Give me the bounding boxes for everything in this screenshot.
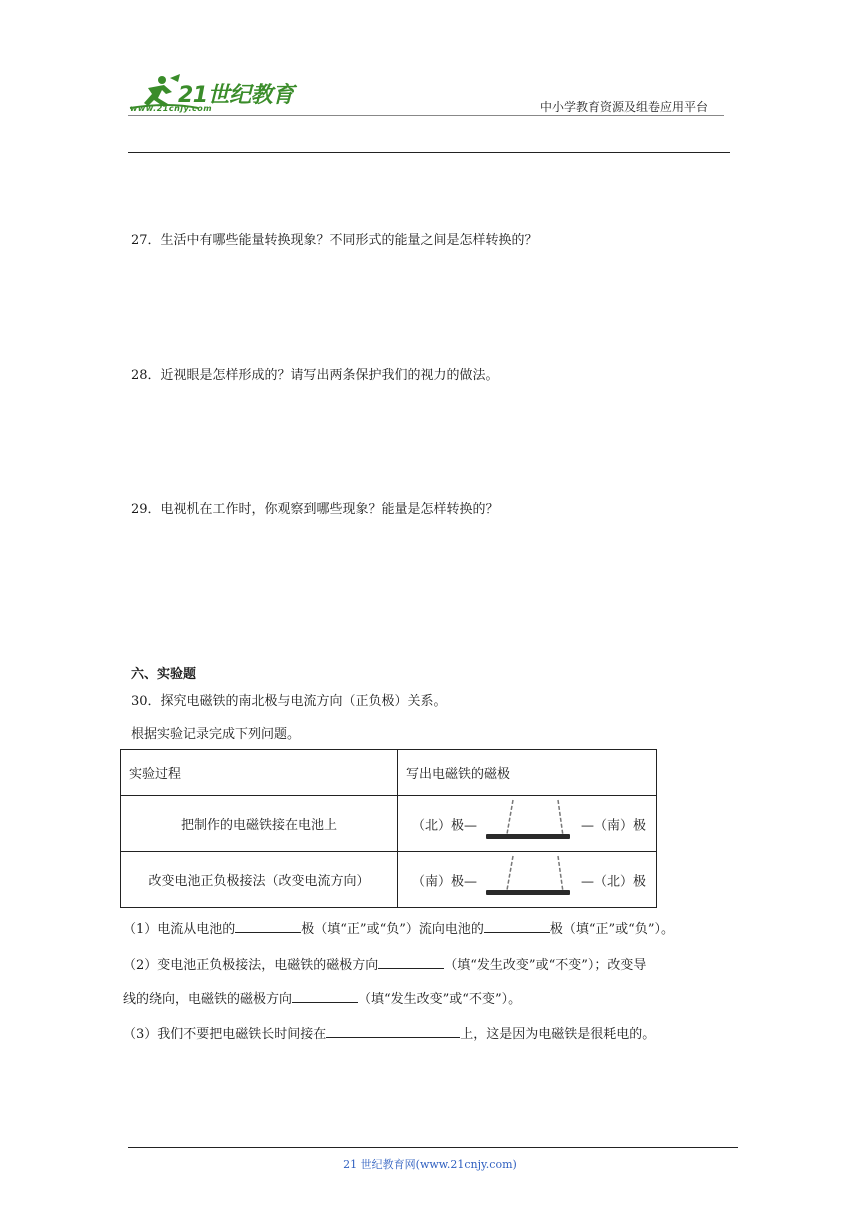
table-cell-poles <box>398 796 657 852</box>
answer-blank[interactable] <box>484 920 550 933</box>
question-30: 30．探究电磁铁的南北极与电流方向（正负极）关系。 <box>131 694 447 709</box>
fill-in-1 <box>123 918 674 937</box>
electromagnet-icon <box>483 854 573 904</box>
fill-text: （3）我们不要把电磁铁长时间接在 <box>123 1027 327 1042</box>
footer-link[interactable]: 21 世纪教育网(www.21cnjy.com) <box>343 1158 517 1171</box>
fill-text: 线的绕向，电磁铁的磁极方向 <box>123 992 293 1007</box>
left-pole-label: （北）极— <box>412 818 478 833</box>
fill-in-3 <box>123 1023 655 1042</box>
table-header-poles: 写出电磁铁的磁极 <box>398 750 657 796</box>
question-27: 27．生活中有哪些能量转换现象？不同形式的能量之间是怎样转换的？ <box>131 233 538 248</box>
experiment-table <box>120 749 657 908</box>
page-top-divider <box>128 152 730 153</box>
question-28: 28．近视眼是怎样形成的？请写出两条保护我们的视力的做法。 <box>131 368 499 383</box>
fill-text: （2）变电池正负极接法，电磁铁的磁极方向 <box>123 958 379 973</box>
logo-text: 21世纪教育 <box>178 83 294 108</box>
header-platform-text: 中小学教育资源及组卷应用平台 <box>540 100 709 114</box>
section-title: 六、实验题 <box>131 667 197 682</box>
table-header-row <box>121 750 657 796</box>
fill-text: 上，这是因为电磁铁是很耗电的。 <box>460 1027 656 1042</box>
fill-text: 极（填“正”或“负”）。 <box>549 922 674 937</box>
header-divider <box>128 115 724 116</box>
fill-in-2-cont <box>123 988 521 1007</box>
fill-in-2 <box>123 954 646 973</box>
right-pole-label: —（北）极 <box>580 874 646 889</box>
fill-text: （填“发生改变”或“不变”）；改变导 <box>444 958 647 973</box>
answer-blank[interactable] <box>378 956 444 969</box>
electromagnet-icon <box>483 798 573 848</box>
table-row <box>121 796 657 852</box>
right-pole-label: —（南）极 <box>580 818 646 833</box>
table-cell-process: 把制作的电磁铁接在电池上 <box>121 796 398 852</box>
table-cell-poles <box>398 852 657 908</box>
table-row <box>121 852 657 908</box>
table-cell-process: 改变电池正负极接法（改变电流方向） <box>121 852 398 908</box>
fill-text: （1）电流从电池的 <box>123 922 236 937</box>
left-pole-label: （南）极— <box>412 874 478 889</box>
answer-blank[interactable] <box>326 1025 460 1038</box>
fill-text: 极（填“正”或“负”）流向电池的 <box>301 922 484 937</box>
question-29: 29．电视机在工作时，你观察到哪些现象？能量是怎样转换的？ <box>131 502 499 517</box>
answer-blank[interactable] <box>235 920 301 933</box>
answer-blank[interactable] <box>292 990 358 1003</box>
table-instruction: 根据实验记录完成下列问题。 <box>131 727 301 742</box>
footer-divider <box>128 1147 738 1148</box>
logo-url: www.21cnjy.com <box>130 104 213 113</box>
fill-text: （填“发生改变”或“不变”）。 <box>358 992 522 1007</box>
table-header-process: 实验过程 <box>121 750 398 796</box>
